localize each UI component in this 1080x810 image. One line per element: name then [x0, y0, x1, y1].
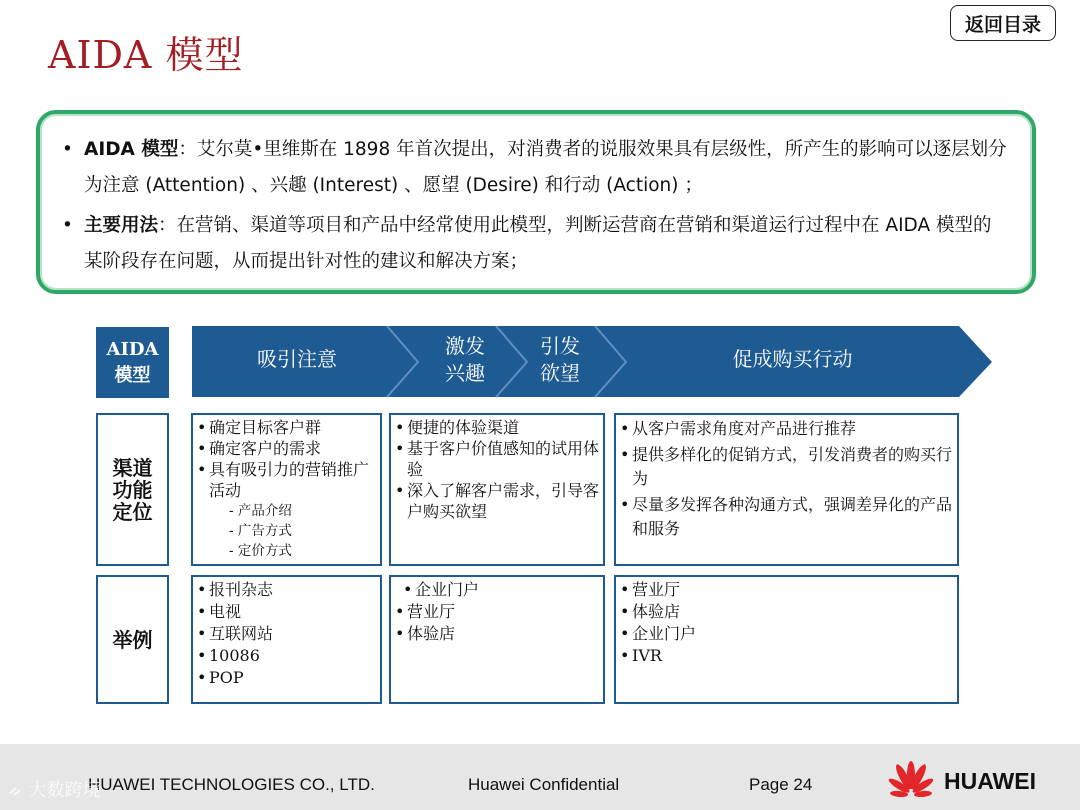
watermark-text: 大数跨境	[28, 780, 101, 801]
list-item: • 报刊杂志	[197, 580, 274, 599]
intro-term: AIDA 模型	[84, 139, 179, 160]
stage-desire-line2: 欲望	[540, 361, 580, 385]
list-item: • 基于客户价值感知的试用体验	[395, 439, 600, 479]
page-title: AIDA 模型	[48, 33, 244, 77]
cell-attention-function	[191, 413, 382, 566]
list-item: • 营业厅	[395, 602, 456, 621]
aida-label-line2: 模型	[114, 364, 151, 386]
bullet: •	[62, 215, 73, 236]
list-item: • 便捷的体验渠道	[395, 418, 520, 437]
term-separator: ：	[178, 139, 197, 160]
stage-interest	[425, 333, 505, 387]
huawei-logo-icon	[884, 761, 938, 803]
list-item: • 具有吸引力的营销推广活动	[197, 460, 370, 500]
footer-company: HUAWEI TECHNOLOGIES CO., LTD.	[88, 775, 375, 794]
row-label-line2: 功能	[112, 477, 153, 502]
sub-item: - 定价方式	[229, 543, 292, 559]
intro-box	[36, 110, 1036, 294]
list-item: • 10086	[197, 646, 260, 665]
sub-item: - 产品介绍	[229, 503, 292, 519]
aida-label-line1: AIDA	[106, 338, 159, 360]
term-separator: ：	[158, 215, 177, 236]
list-item: • 电视	[197, 602, 242, 621]
stage-action: 促成购买行动	[732, 347, 853, 371]
sub-item: - 广告方式	[229, 523, 292, 539]
list-item: • POP	[197, 668, 244, 687]
row-label-line3: 定位	[112, 499, 153, 524]
footer-confidential: Huawei Confidential	[468, 775, 620, 794]
footer-page-number: Page 24	[749, 775, 813, 794]
watermark	[8, 776, 101, 802]
intro-point-aida	[62, 132, 1008, 204]
aida-model-label	[96, 327, 169, 398]
cell-attention-examples	[191, 575, 382, 704]
list-item: • IVR	[620, 646, 662, 665]
list-item: • 企业门户	[403, 580, 480, 599]
list-item: • 体验店	[395, 624, 456, 643]
intro-point-usage	[62, 208, 1008, 280]
list-item: • 从客户需求角度对产品进行推荐	[620, 419, 857, 438]
huawei-logo-text: HUAWEI	[944, 768, 1036, 794]
intro-text: 在营销、渠道等项目和产品中经常使用此模型，判断运营商在营销和渠道运行过程中在 AIDA 模型的某阶段存在问题，从而提出针对性的建议和解决方案；	[84, 215, 992, 272]
back-to-contents-button[interactable]: 返回目录	[950, 5, 1056, 41]
list-item: • 深入了解客户需求，引导客户购买欲望	[395, 481, 600, 521]
list-item: • 确定目标客户群	[197, 418, 322, 437]
cell-action-function	[614, 413, 959, 566]
stage-desire	[520, 333, 600, 387]
stage-interest-line1: 激发	[445, 334, 485, 358]
list-item: • 尽量多发挥各种沟通方式，强调差异化的产品和服务	[620, 495, 953, 538]
row-label-channel-function	[96, 413, 169, 566]
intro-text: 艾尔莫•里维斯在 1898 年首次提出，对消费者的说服效果具有层级性，所产生的影响可以逐层划分为注意 (Attention) 、兴趣 (Interest) 、愿望 (Desire) 和行动 (Action) ；	[84, 139, 1007, 196]
cell-interest-desire-examples	[389, 575, 605, 704]
list-item: • 互联网站	[197, 624, 274, 643]
list-item: • 提供多样化的促销方式，引发消费者的购买行为	[620, 445, 953, 488]
list-item: • 体验店	[620, 602, 681, 621]
stage-attention: 吸引注意	[257, 347, 337, 371]
bullet: •	[62, 139, 73, 160]
watermark-icon: ᨀ	[8, 780, 23, 801]
intro-term: 主要用法	[84, 215, 159, 236]
cell-action-examples	[614, 575, 959, 704]
list-item: • 确定客户的需求	[197, 439, 322, 458]
stage-desire-line1: 引发	[540, 334, 580, 358]
row-label-examples: 举例	[96, 575, 169, 704]
row-label-line1: 渠道	[112, 455, 153, 480]
list-item: • 企业门户	[620, 624, 697, 643]
list-item: • 营业厅	[620, 580, 681, 599]
stage-interest-line2: 兴趣	[445, 361, 485, 385]
cell-interest-desire-function	[389, 413, 605, 566]
